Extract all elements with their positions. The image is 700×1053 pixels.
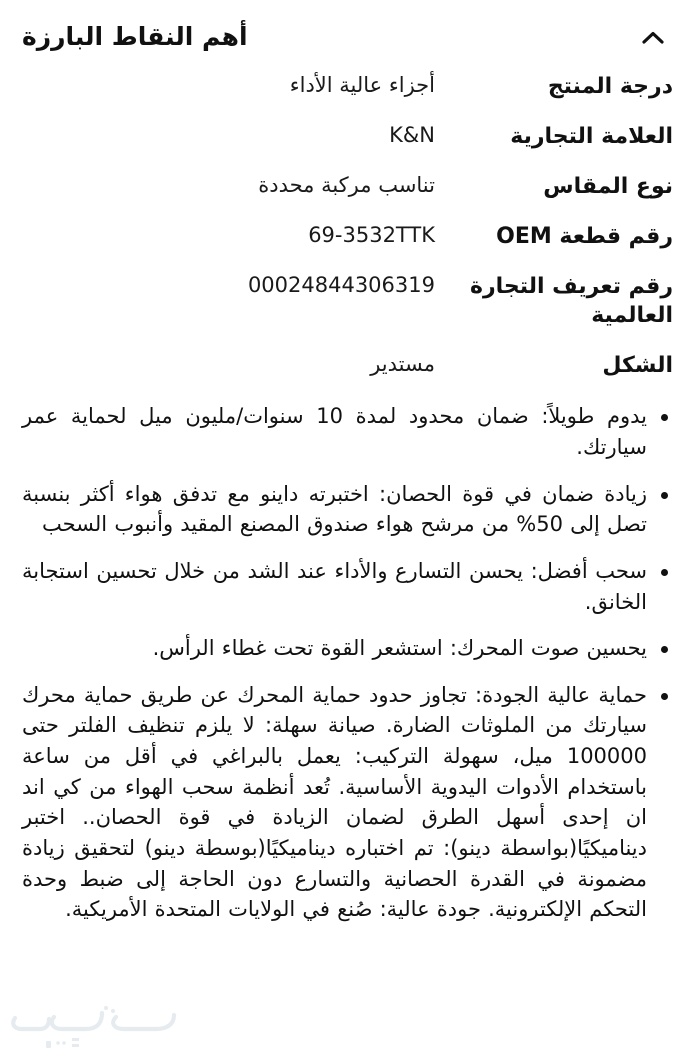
list-item: يحسين صوت المحرك: استشعر القوة تحت غطاء الرأس. [22, 633, 673, 664]
list-item: سحب أفضل: يحسن التسارع والأداء عند الشد من خلال تحسين استجابة الخانق. [22, 556, 673, 617]
spec-value: 69-3532TTK [308, 223, 435, 248]
spec-value: 00024844306319 [247, 273, 435, 298]
section-header [0, 0, 700, 62]
spec-label: الشكل [602, 353, 673, 379]
table-row [0, 172, 673, 201]
collapse-section-button[interactable] [633, 17, 673, 57]
spec-value: أجزاء عالية الأداء [289, 73, 435, 97]
list-item: حماية عالية الجودة: تجاوز حدود حماية المحرك عن طريق حماية محرك سيارتك من الملوثات الضارة. صيانة سهلة: لا يلزم تنظيف الفلتر حتى 100000 ميل، سهولة التركيب: يعمل بالبراغي في أقل من ساعة باستخدام الأدوات اليدوية الأساسية. تُعد أنظمة سحب الهواء من كي اند ان إحدى أسهل الطرق لضمان الزيادة في قوة الحصان.. اختبر ديناميكيًا(بواسطة دينو): تم اختباره ديناميكيًا(بوسطة دينو) لتحقيق زيادة مضمونة في القدرة الحصانية والتسارع دون الحاجة إلى ضبط وحدة التحكم الإلكترونية. جودة عالية: صُنع في الولايات المتحدة الأمريكية. [22, 680, 673, 925]
spec-value: مستدير [370, 352, 435, 377]
list-item: زيادة ضمان في قوة الحصان: اختبرته داينو مع تدفق هواء أكثر بنسبة تصل إلى 50% من مرشح هواء صندوق المصنع المقيد وأنبوب السحب [22, 479, 673, 540]
table-row [0, 351, 673, 380]
chevron-up-icon [642, 31, 664, 44]
site-watermark-icon [6, 1005, 182, 1051]
spec-value: تناسب مركبة محددة [258, 173, 435, 198]
highlights-list [0, 401, 700, 925]
table-row [0, 72, 673, 101]
spec-label: رقم تعريف التجارة العالمية [469, 274, 673, 329]
spec-label: درجة المنتج [547, 74, 673, 99]
page-title: أهم النقاط البارزة [22, 22, 248, 51]
table-row [0, 222, 673, 251]
spec-label: رقم قطعة OEM [496, 224, 673, 250]
table-row [0, 272, 673, 330]
list-item: يدوم طويلاً: ضمان محدود لمدة 10 سنوات/مليون ميل لحماية عمر سيارتك. [22, 401, 673, 462]
spec-label: العلامة التجارية [510, 124, 673, 150]
spec-label: نوع المقاس [543, 174, 673, 200]
specifications-table [0, 72, 700, 380]
spec-value: K&N [389, 123, 435, 148]
table-row [0, 122, 673, 151]
